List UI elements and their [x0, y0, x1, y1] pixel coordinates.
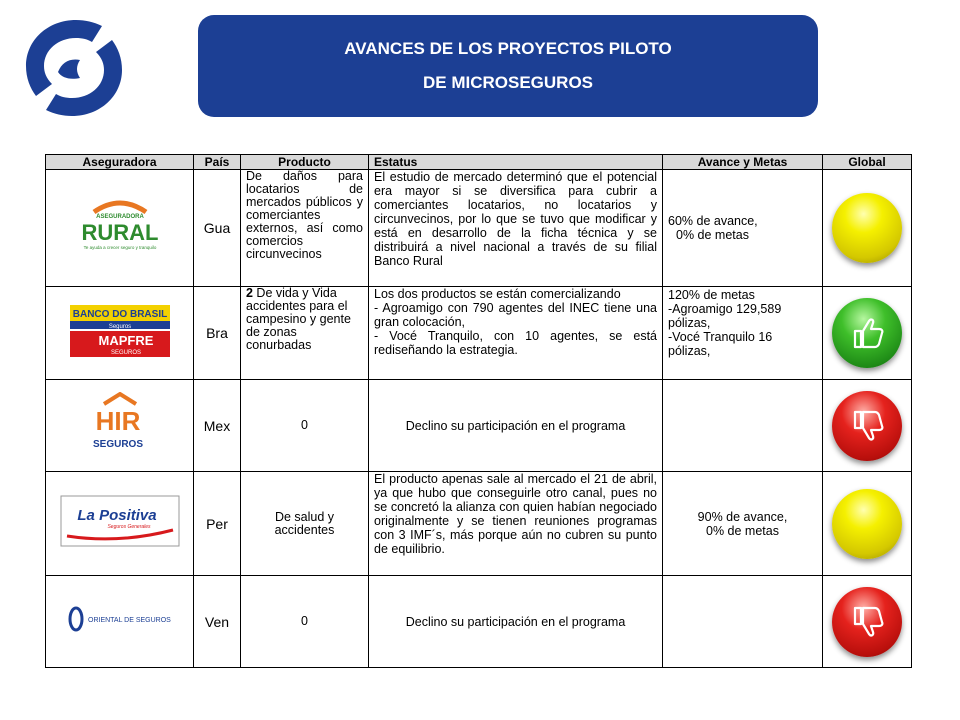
logo-text-tag: SEGUROS [92, 439, 143, 450]
logo-text-tag: Seguros Generales [106, 524, 151, 530]
table-row [46, 287, 912, 380]
global-status [823, 576, 912, 668]
logo-text-main: MAPFRE [98, 332, 153, 348]
logo-text-main: RURAL [81, 219, 158, 245]
global-status [823, 380, 912, 472]
logo-text-top: ASEGURADORA [95, 213, 144, 220]
company-logo-icon [18, 14, 130, 122]
global-status [823, 287, 912, 380]
goals-cell [663, 380, 823, 472]
column-header: Estatus [369, 155, 663, 170]
table-header-row [46, 155, 912, 170]
yellow-light-icon [832, 489, 902, 559]
hir-logo-icon [80, 392, 160, 454]
status-cell: El estudio de mercado determinó que el potencial era mayor si se diversifica para cubrir a comerciantes locatarios, no locatarios y circunvecinos, por lo que se tuvo que modificar y está en desarrollo de la ficha técnica y se distribuirá a nivel nacional a través de su filial Banco Rural [369, 170, 663, 287]
thumbs-up-light-icon [832, 298, 902, 368]
table-row [46, 576, 912, 668]
goals-line: 120% de metas [668, 288, 755, 302]
insurer-logo [46, 380, 194, 472]
goals-cell [663, 170, 823, 287]
country-cell: Mex [194, 380, 241, 472]
logo-text-main: La Positiva [76, 507, 157, 524]
thumbs-up-icon [847, 313, 887, 353]
product-cell: 0 [241, 576, 369, 668]
goals-line: -Agroamigo 129,589 pólizas, [668, 302, 782, 330]
product-cell: De salud y accidentes [241, 472, 369, 576]
title-line-2: DE MICROSEGUROS [422, 73, 594, 92]
bancodobrasil-mapfre-logo-icon [66, 303, 174, 359]
status-line: - Agroamigo con 790 agentes del INEC tiene una gran colocación, [374, 301, 657, 329]
country-cell: Per [194, 472, 241, 576]
product-cell: De daños para locatarios de mercados públicos y comerciantes externos, así como comercios circunvecinos [241, 170, 369, 287]
product-cell: 0 [241, 380, 369, 472]
goals-cell [663, 287, 823, 380]
insurer-logo [46, 170, 194, 287]
thumbs-down-icon [847, 602, 887, 642]
thumbs-down-light-icon [832, 587, 902, 657]
la-positiva-logo-icon [59, 494, 181, 548]
title-line-1: AVANCES DE LOS PROYECTOS PILOTO [344, 39, 672, 58]
title-banner [198, 15, 818, 117]
product-text: De vida y Vida accidentes para el campesino y gente de zonas conurbadas [246, 286, 351, 352]
insurer-logo [46, 472, 194, 576]
projects-table [45, 154, 912, 668]
table-row [46, 380, 912, 472]
insurer-logo [46, 287, 194, 380]
status-cell: El producto apenas sale al mercado el 21 de abril, ya que hubo que conseguirle otro canal, pues no se concretó la alianza con quien habían negociado originalmente y se tienen reuniones programas con 3 IMF´s, más porque aún no cubren su punto de equilibrio. [369, 472, 663, 576]
logo-text-tag: SEGUROS [110, 349, 141, 356]
country-cell: Bra [194, 287, 241, 380]
rural-logo-icon [64, 196, 176, 256]
goals-line: 90% de avance, [697, 509, 788, 524]
column-header: Aseguradora [46, 155, 194, 170]
goals-line: 0% de metas [676, 228, 749, 242]
status-cell [369, 287, 663, 380]
status-cell: Declino su participación en el programa [369, 380, 663, 472]
goals-line: 60% de avance, [668, 214, 758, 228]
column-header: Global [823, 155, 912, 170]
goals-line: 0% de metas [706, 523, 779, 538]
column-header: Avance y Metas [663, 155, 823, 170]
thumbs-down-icon [847, 406, 887, 446]
insurer-logo [46, 576, 194, 668]
country-cell: Gua [194, 170, 241, 287]
table-row [46, 170, 912, 287]
logo-text-main: HIR [95, 406, 140, 436]
logo-text-tag: Te ayuda a crecer seguro y tranquilo [83, 244, 156, 250]
global-status [823, 170, 912, 287]
table-row [46, 472, 912, 576]
column-header: Producto [241, 155, 369, 170]
status-cell: Declino su participación en el programa [369, 576, 663, 668]
yellow-light-icon [832, 193, 902, 263]
oriental-logo-icon [64, 599, 176, 639]
product-cell [241, 287, 369, 380]
product-count: 2 [246, 286, 253, 300]
goals-cell [663, 576, 823, 668]
logo-text-sub: Seguros [108, 323, 131, 330]
status-line: Los dos productos se están comercializando [374, 287, 621, 301]
thumbs-down-light-icon [832, 391, 902, 461]
status-line: - Vocé Tranquilo, con 10 agentes, se está rediseñando la estrategia. [374, 329, 657, 357]
logo-text-main: ORIENTAL DE SEGUROS [87, 617, 171, 624]
goals-line: -Vocé Tranquilo 16 pólizas, [668, 330, 773, 358]
country-cell: Ven [194, 576, 241, 668]
goals-cell [663, 472, 823, 576]
global-status [823, 472, 912, 576]
logo-text-top: BANCO DO BRASIL [72, 308, 167, 320]
column-header: País [194, 155, 241, 170]
